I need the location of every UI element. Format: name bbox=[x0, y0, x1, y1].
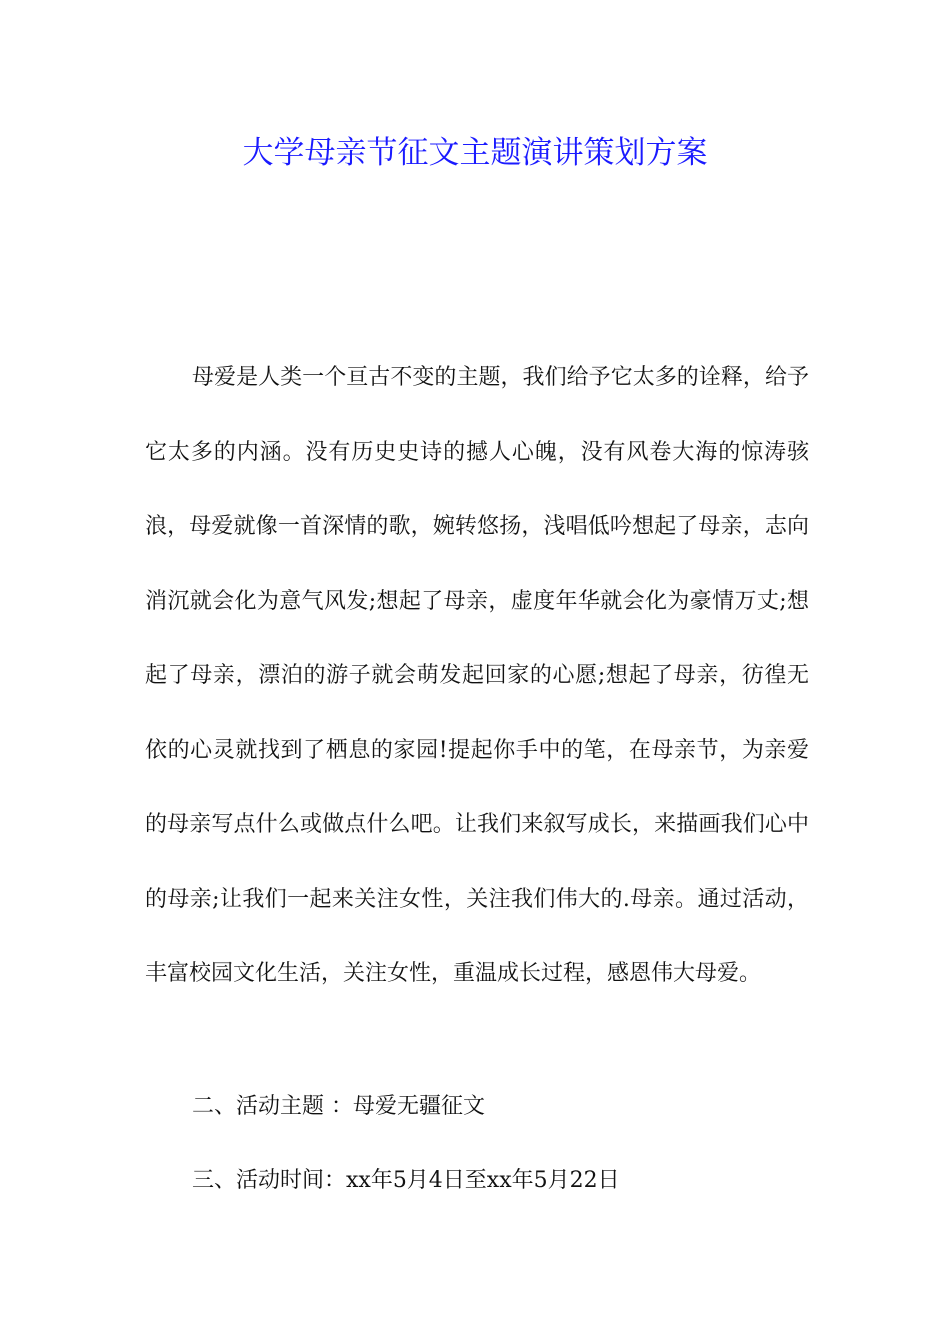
document-title: 大学母亲节征文主题演讲策划方案 bbox=[242, 135, 708, 171]
activity-time-item: 三、活动时间：xx年5月4日至xx年5月22日 bbox=[192, 1168, 620, 1193]
intro-paragraph: 母爱是人类一个亘古不变的主题，我们给予它太多的诠释，给予它太多的内涵。没有历史史诗的撼人心魄，没有风卷大海的惊涛骇浪，母爱就像一首深情的歌，婉转悠扬，浅唱低吟想起了母亲，志向消沉就会化为意气风发;想起了母亲，虚度年华就会化为豪情万丈;想起了母亲，漂泊的游子就会萌发起回家的心愿;想起了母亲，彷徨无依的心灵就找到了栖息的家园!提起你手中的笔，在母亲节，为亲爱的母亲写点什么或做点什么吧。让我们来叙写成长，来描画我们心中的母亲;让我们一起来关注女性，关注我们伟大的.母亲。通过活动，丰富校园文化生活，关注女性，重温成长过程，感恩伟大母爱。 bbox=[145, 365, 809, 986]
activity-theme-item: 二、活动主题 ：母爱无疆征文 bbox=[192, 1094, 485, 1119]
